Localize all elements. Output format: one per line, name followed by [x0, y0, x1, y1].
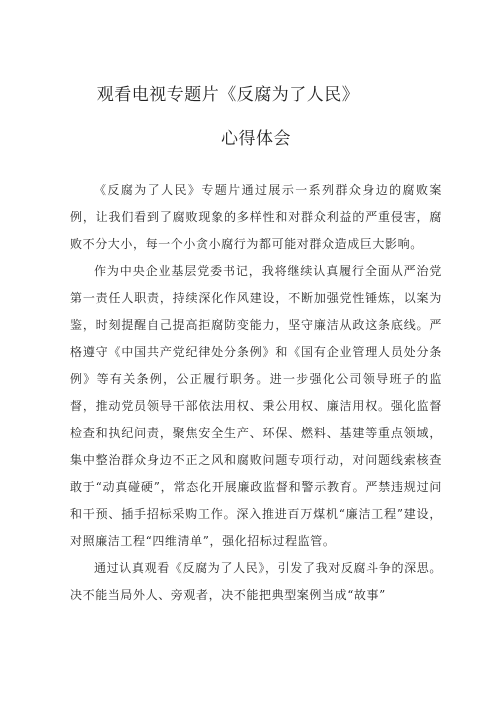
document-title: 观看电视专题片《反腐为了人民》: [96, 85, 360, 105]
paragraph-2: 作为中央企业基层党委书记，我将继续认真履行全面从严治党第一责任人职责，持续深化作风建设，不断加强党性锤炼，以案为鉴，时刻提醒自己提高拒腐防变能力，坚守廉洁从政这条底线。严格遵守《中国共产党纪律处分条例》和《国有企业管理人员处分条例》等有关条例，公正履行职务。进一步强化公司领导班子的监督，推动党员领导干部依法用权、秉公用权、廉洁用权。强化监督检查和执纪问责，聚焦安全生产、环保、燃料、基建等重点领域，集中整治群众身边不正之风和腐败问题专项行动，对问题线索核查敢于“动真碰硬”，常态化开展廉政监督和警示教育。严禁违规过问和干预、插手招标采购工作。深入推进百万煤机“廉洁工程”建设，对照廉洁工程“四维清单”，强化招标过程监管。: [70, 264, 442, 548]
paragraph-1: 《反腐为了人民》专题片通过展示一系列群众身边的腐败案例，让我们看到了腐败现象的多样性和对群众利益的严重侵害，腐败不分大小，每一个小贪小腐行为都可能对群众造成巨大影响。: [70, 183, 442, 251]
document-body: [70, 177, 442, 609]
document-subtitle: 心得体会: [221, 129, 291, 149]
paragraph-3: 通过认真观看《反腐为了人民》，引发了我对反腐斗争的深思。决不能当局外人、旁观者，决不能把典型案例当成“故事”: [70, 561, 442, 602]
